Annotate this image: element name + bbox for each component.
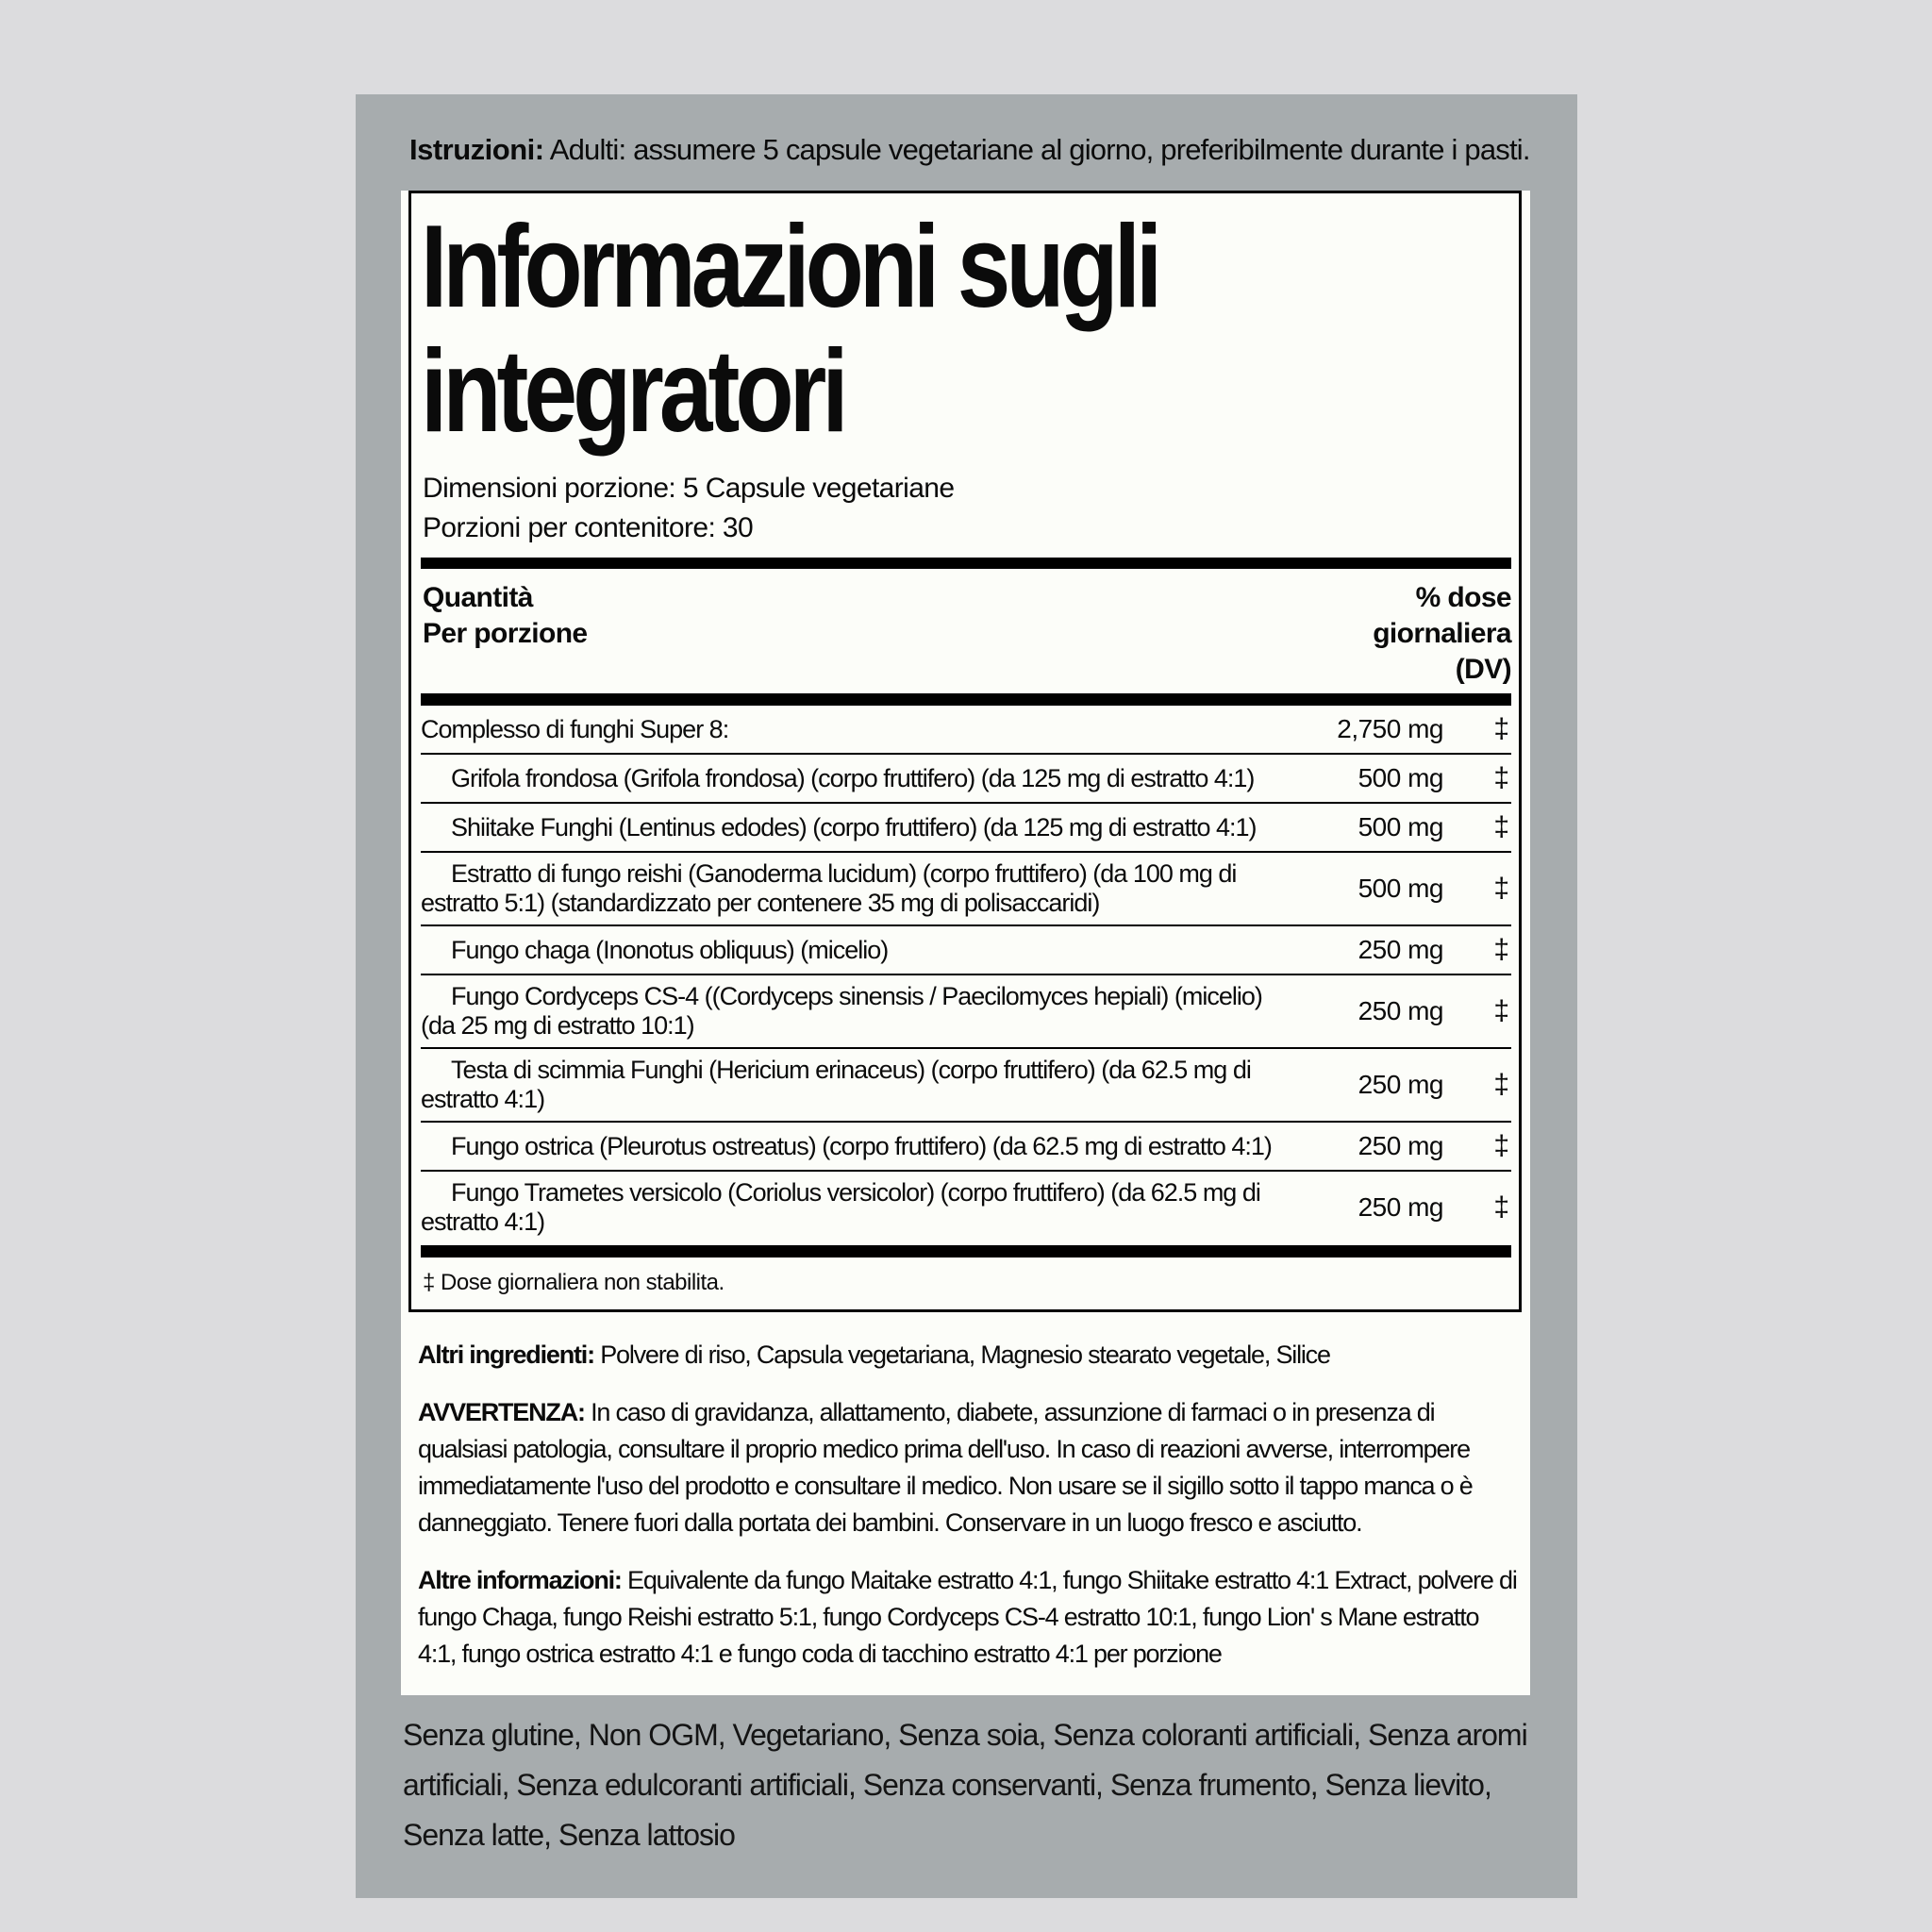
ingredient-row xyxy=(421,1170,1511,1243)
ingredient-row xyxy=(421,851,1511,924)
other-ingredients-paragraph: Altri ingredienti: Polvere di riso, Capsula vegetariana, Magnesio stearato vegetale, Silice xyxy=(418,1341,1330,1369)
other-ingredients-label: Altri ingredienti: xyxy=(418,1341,594,1369)
dv-header: % dose giornaliera (DV) xyxy=(1373,582,1511,685)
additional-info-paragraph: Altre informazioni: Equivalente da fungo Maitake estratto 4:1, fungo Shiitake estratto 4:1 Extract, polvere di fungo Chaga, fungo Reishi estratto 5:1, fungo Cordyceps CS-4 estratto 10:1, fungo Lion' s Mane estratto 4:1, fungo ostrica estratto 4:1 e fungo coda di tacchino estratto 4:1 per porzione xyxy=(418,1566,1517,1668)
instructions-line xyxy=(409,130,1558,170)
ingredient-rows xyxy=(421,706,1511,1243)
servings-per-container-line: Porzioni per contenitore: 30 xyxy=(423,512,754,543)
ingredient-name: Fungo ostrica (Pleurotus ostreatus) (corpo fruttifero) (da 62.5 mg di estratto 4:1) xyxy=(451,1131,1272,1160)
serving-size-line: Dimensioni porzione: 5 Capsule vegetariane xyxy=(423,473,955,504)
ingredient-name: Complesso di funghi Super 8: xyxy=(421,714,729,743)
ingredient-dv: ‡ xyxy=(1493,1130,1509,1161)
dv-footnote: ‡ Dose giornaliera non stabilita. xyxy=(423,1270,724,1295)
ingredient-dv: ‡ xyxy=(1493,934,1509,965)
ingredient-amount: 500 mg xyxy=(1357,763,1443,792)
ingredient-name: Fungo Trametes versicolo (Coriolus versicolor) (corpo fruttifero) (da 62.5 mg di estratto 4:1) xyxy=(421,1178,1260,1236)
table-header xyxy=(423,580,1511,688)
ingredient-amount: 500 mg xyxy=(1357,874,1443,903)
ingredient-amount: 250 mg xyxy=(1357,1131,1443,1160)
ingredient-dv: ‡ xyxy=(1493,811,1509,842)
ingredient-row xyxy=(421,1047,1511,1121)
ingredient-row xyxy=(421,706,1511,753)
warning-paragraph: AVVERTENZA: In caso di gravidanza, allattamento, diabete, assunzione di farmaci o in presenza di qualsiasi patologia, consultare il proprio medico prima dell'uso. In caso di reazioni avverse, interrompere immediatamente l'uso del prodotto e consultare il medico. Non usare se il sigillo sotto il tappo manca o è danneggiato. Tenere fuori dalla portata dei bambini. Conservare in un luogo fresco e asciutto. xyxy=(418,1398,1473,1537)
ingredient-amount: 250 mg xyxy=(1357,996,1443,1025)
facts-title-line1: Informazioni sugli xyxy=(421,202,1158,332)
ingredient-amount: 250 mg xyxy=(1357,1192,1443,1222)
label-white-area xyxy=(401,191,1530,1695)
divider-bar-top xyxy=(421,558,1511,569)
supplement-facts-box xyxy=(408,191,1522,1312)
ingredient-dv: ‡ xyxy=(1493,1069,1509,1100)
ingredient-name: Fungo Cordyceps CS-4 ((Cordyceps sinensis / Paecilomyces hepiali) (micelio) (da 25 mg di estratto 10:1) xyxy=(421,982,1262,1040)
ingredient-row xyxy=(421,802,1511,851)
ingredient-row xyxy=(421,974,1511,1047)
ingredient-dv: ‡ xyxy=(1493,1191,1509,1223)
divider-bar-bottom xyxy=(421,1245,1511,1257)
ingredient-dv: ‡ xyxy=(1493,873,1509,904)
ingredient-amount: 250 mg xyxy=(1357,1070,1443,1099)
instructions-text: Adulti: assumere 5 capsule vegetariane al giorno, preferibilmente durante i pasti. xyxy=(543,133,1530,166)
divider-bar-header xyxy=(421,693,1511,706)
serving-block xyxy=(423,469,1519,548)
ingredient-row xyxy=(421,1121,1511,1170)
facts-title xyxy=(421,202,1321,457)
ingredient-amount: 500 mg xyxy=(1357,812,1443,841)
claims-text: Senza glutine, Non OGM, Vegetariano, Senza soia, Senza coloranti artificiali, Senza aromi artificiali, Senza edulcoranti artificiali, Senza conservanti, Senza frumento, Senza lievito, Senza latte, Senza lattosio xyxy=(403,1718,1527,1852)
facts-title-line2: integratori xyxy=(421,326,844,457)
instructions-label: Istruzioni: xyxy=(409,133,544,166)
ingredient-name: Testa di scimmia Funghi (Hericium erinaceus) (corpo fruttifero) (da 62.5 mg di estratto 4:1) xyxy=(421,1056,1251,1113)
ingredient-row xyxy=(421,924,1511,974)
ingredient-name: Grifola frondosa (Grifola frondosa) (corpo fruttifero) (da 125 mg di estratto 4:1) xyxy=(451,763,1255,792)
label-panel xyxy=(356,94,1577,1898)
ingredient-dv: ‡ xyxy=(1493,762,1509,793)
ingredient-dv: ‡ xyxy=(1493,995,1509,1026)
ingredient-amount: 250 mg xyxy=(1357,935,1443,964)
ingredient-dv: ‡ xyxy=(1493,713,1509,744)
ingredient-name: Estratto di fungo reishi (Ganoderma lucidum) (corpo fruttifero) (da 100 mg di estratto 5:1) (standardizzato per contenere 35 mg di polisaccaridi) xyxy=(421,859,1237,917)
amount-header: Quantità Per porzione xyxy=(423,582,588,649)
ingredient-row xyxy=(421,753,1511,802)
ingredient-name: Shiitake Funghi (Lentinus edodes) (corpo fruttifero) (da 125 mg di estratto 4:1) xyxy=(451,812,1257,841)
ingredient-amount: 2,750 mg xyxy=(1337,714,1443,743)
ingredient-name: Fungo chaga (Inonotus obliquus) (micelio) xyxy=(451,935,889,964)
additional-info-label: Altre informazioni: xyxy=(418,1566,622,1594)
warning-label: AVVERTENZA: xyxy=(418,1398,585,1426)
